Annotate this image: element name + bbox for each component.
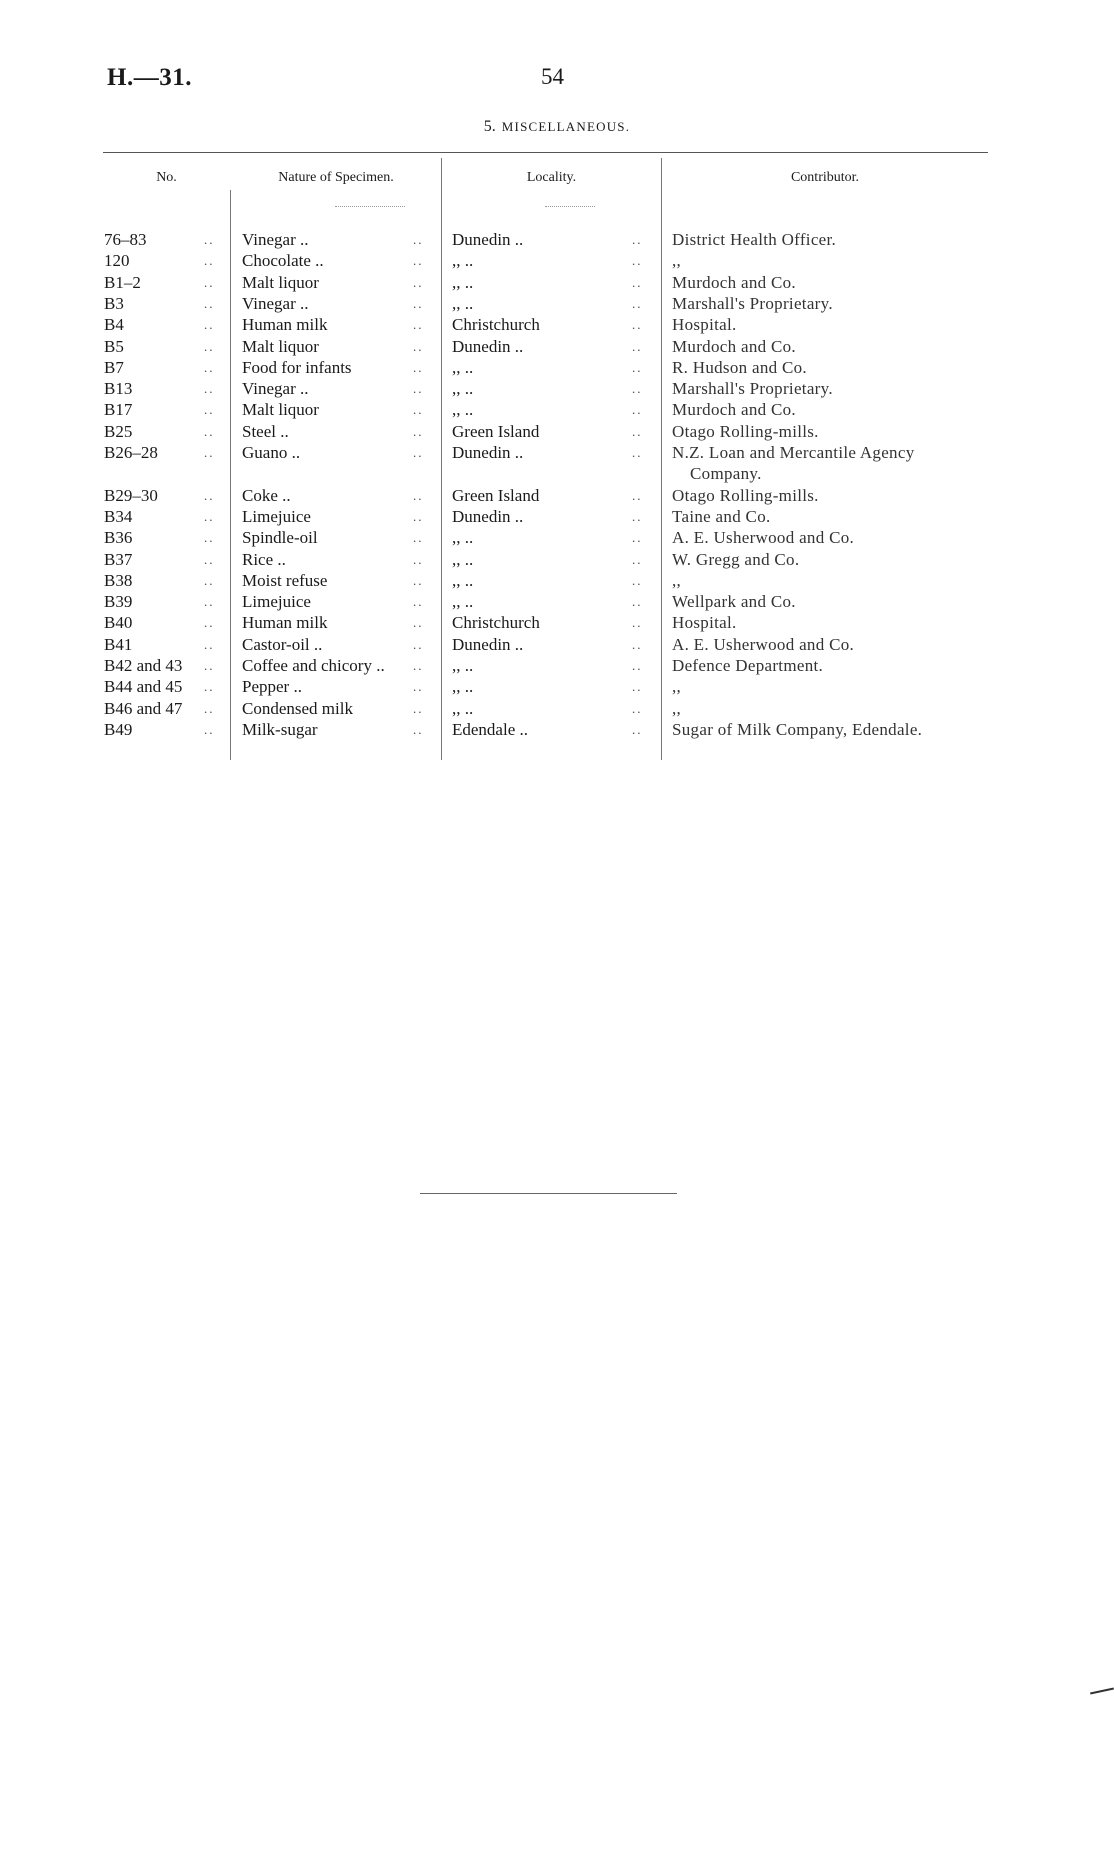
leader-dots: .. [413, 530, 424, 545]
cell-no: B4 [104, 315, 124, 334]
leader-dots: .. [204, 679, 215, 694]
cell-nature: Milk-sugar [242, 720, 318, 739]
leader-dots: .. [413, 573, 424, 588]
cell-contributor: ,, [672, 699, 682, 718]
leader-dots: .. [413, 552, 424, 567]
table-row [0, 421, 1114, 442]
page-number: 54 [541, 64, 564, 89]
cell-no: B36 [104, 528, 133, 547]
cell-nature: Guano .. [242, 443, 301, 462]
leader-dots: .. [204, 402, 215, 417]
cell-nature: Steel .. [242, 422, 289, 441]
table-row [0, 399, 1114, 420]
table-row [0, 591, 1114, 612]
leader-dots: .. [413, 360, 424, 375]
cell-locality: ,, .. [452, 273, 474, 292]
cell-contributor: Hospital. [672, 315, 737, 334]
table-row [0, 634, 1114, 655]
cell-locality: ,, .. [452, 699, 474, 718]
header-rule [335, 206, 405, 207]
cell-no: B17 [104, 400, 133, 419]
leader-dots: .. [632, 232, 643, 247]
leader-dots: .. [413, 637, 424, 652]
table-row [0, 698, 1114, 719]
cell-nature: Limejuice [242, 592, 311, 611]
cell-no: B37 [104, 550, 133, 569]
leader-dots: .. [204, 637, 215, 652]
table-row [0, 485, 1114, 506]
leader-dots: .. [413, 594, 424, 609]
leader-dots: .. [632, 402, 643, 417]
leader-dots: .. [413, 275, 424, 290]
cell-no: B1–2 [104, 273, 141, 292]
section-title-text: MISCELLANEOUS. [501, 119, 631, 134]
table-row [0, 293, 1114, 314]
cell-contributor: Murdoch and Co. [672, 337, 796, 356]
cell-nature: Vinegar .. [242, 294, 309, 313]
leader-dots: .. [413, 317, 424, 332]
cell-locality: Christchurch [452, 315, 540, 334]
leader-dots: .. [632, 339, 643, 354]
cell-contributor: Otago Rolling-mills. [672, 422, 819, 441]
table-row [0, 272, 1114, 293]
cell-contributor: Taine and Co. [672, 507, 771, 526]
cell-contributor: ,, [672, 571, 682, 590]
cell-locality: Dunedin .. [452, 337, 524, 356]
header-rule [545, 206, 595, 207]
cell-nature: Vinegar .. [242, 230, 309, 249]
cell-nature: Spindle-oil [242, 528, 318, 547]
leader-dots: .. [413, 402, 424, 417]
leader-dots: .. [204, 275, 215, 290]
cell-nature: Chocolate .. [242, 251, 324, 270]
document-code: H.—31. [107, 64, 192, 91]
leader-dots: .. [632, 424, 643, 439]
table-row [0, 549, 1114, 570]
cell-no: 76–83 [104, 230, 147, 249]
cell-nature: Pepper .. [242, 677, 302, 696]
column-header-no: No. [156, 170, 177, 185]
leader-dots: .. [204, 615, 215, 630]
table-row [0, 442, 1114, 463]
cell-nature: Food for infants [242, 358, 352, 377]
leader-dots: .. [413, 701, 424, 716]
column-header-locality: Locality. [526, 170, 577, 185]
cell-nature: Human milk [242, 613, 328, 632]
leader-dots: .. [413, 381, 424, 396]
leader-dots: .. [204, 253, 215, 268]
cell-no: B13 [104, 379, 133, 398]
cell-no: B44 and 45 [104, 677, 183, 696]
scan-mark [1090, 1688, 1114, 1695]
table-row [0, 570, 1114, 591]
leader-dots: .. [204, 232, 215, 247]
cell-locality: Dunedin .. [452, 443, 524, 462]
cell-no: B38 [104, 571, 133, 590]
cell-nature: Limejuice [242, 507, 311, 526]
cell-no: B5 [104, 337, 124, 356]
leader-dots: .. [632, 594, 643, 609]
cell-no: B7 [104, 358, 124, 377]
leader-dots: .. [204, 488, 215, 503]
cell-locality: Green Island [452, 486, 540, 505]
cell-no: B34 [104, 507, 133, 526]
leader-dots: .. [204, 339, 215, 354]
leader-dots: .. [204, 296, 215, 311]
leader-dots: .. [632, 488, 643, 503]
cell-nature: Rice .. [242, 550, 286, 569]
leader-dots: .. [632, 317, 643, 332]
cell-locality: ,, .. [452, 528, 474, 547]
cell-no: B26–28 [104, 443, 158, 462]
cell-contributor: ,, [672, 251, 682, 270]
leader-dots: .. [632, 509, 643, 524]
cell-contributor: Sugar of Milk Company, Edendale. [672, 720, 923, 739]
column-header-contributor: Contributor. [790, 170, 860, 185]
cell-no: B49 [104, 720, 133, 739]
leader-dots: .. [413, 424, 424, 439]
column-header-nature: Nature of Specimen. [278, 170, 394, 185]
cell-no: B41 [104, 635, 133, 654]
leader-dots: .. [413, 232, 424, 247]
leader-dots: .. [413, 339, 424, 354]
cell-nature: Malt liquor [242, 273, 319, 292]
cell-locality: Dunedin .. [452, 635, 524, 654]
leader-dots: .. [204, 701, 215, 716]
cell-nature: Malt liquor [242, 400, 319, 419]
cell-contributor: N.Z. Loan and Mercantile Agency [672, 443, 915, 462]
table-top-rule [103, 152, 988, 153]
cell-no: B42 and 43 [104, 656, 183, 675]
cell-contributor: A. E. Usherwood and Co. [672, 528, 855, 547]
cell-contributor: Hospital. [672, 613, 737, 632]
cell-locality: ,, .. [452, 656, 474, 675]
cell-contributor-continuation: Company. [690, 464, 762, 483]
cell-contributor: District Health Officer. [672, 230, 837, 249]
cell-contributor: Marshall's Proprietary. [672, 379, 833, 398]
cell-locality: ,, .. [452, 358, 474, 377]
leader-dots: .. [632, 381, 643, 396]
table-row [0, 336, 1114, 357]
cell-no: B46 and 47 [104, 699, 183, 718]
cell-locality: ,, .. [452, 251, 474, 270]
leader-dots: .. [632, 658, 643, 673]
cell-contributor: Otago Rolling-mills. [672, 486, 819, 505]
cell-locality: ,, .. [452, 400, 474, 419]
cell-nature: Malt liquor [242, 337, 319, 356]
cell-contributor: A. E. Usherwood and Co. [672, 635, 855, 654]
cell-nature: Human milk [242, 315, 328, 334]
table-row [0, 357, 1114, 378]
leader-dots: .. [632, 615, 643, 630]
cell-no: B25 [104, 422, 133, 441]
table-row-continuation [0, 463, 1114, 484]
cell-no: B3 [104, 294, 124, 313]
leader-dots: .. [204, 552, 215, 567]
leader-dots: .. [204, 573, 215, 588]
leader-dots: .. [204, 424, 215, 439]
leader-dots: .. [632, 445, 643, 460]
table-row [0, 655, 1114, 676]
leader-dots: .. [632, 637, 643, 652]
cell-no: B29–30 [104, 486, 158, 505]
cell-locality: ,, .. [452, 294, 474, 313]
table-row [0, 250, 1114, 271]
section-number: 5. [483, 118, 496, 135]
closing-rule [420, 1193, 677, 1194]
cell-contributor: Defence Department. [672, 656, 824, 675]
leader-dots: .. [632, 722, 643, 737]
cell-no: B39 [104, 592, 133, 611]
cell-contributor: ,, [672, 677, 682, 696]
cell-locality: ,, .. [452, 592, 474, 611]
cell-locality: ,, .. [452, 379, 474, 398]
cell-nature: Coke .. [242, 486, 291, 505]
cell-locality: Christchurch [452, 613, 540, 632]
table-row [0, 527, 1114, 548]
leader-dots: .. [413, 445, 424, 460]
leader-dots: .. [632, 530, 643, 545]
cell-no: B40 [104, 613, 133, 632]
leader-dots: .. [413, 615, 424, 630]
table-row [0, 229, 1114, 250]
leader-dots: .. [413, 488, 424, 503]
leader-dots: .. [204, 658, 215, 673]
leader-dots: .. [413, 296, 424, 311]
cell-contributor: Marshall's Proprietary. [672, 294, 833, 313]
leader-dots: .. [204, 509, 215, 524]
leader-dots: .. [204, 360, 215, 375]
leader-dots: .. [632, 701, 643, 716]
cell-locality: Green Island [452, 422, 540, 441]
cell-locality: ,, .. [452, 571, 474, 590]
leader-dots: .. [204, 317, 215, 332]
leader-dots: .. [632, 296, 643, 311]
table-row [0, 719, 1114, 740]
cell-contributor: Murdoch and Co. [672, 273, 796, 292]
cell-nature: Condensed milk [242, 699, 353, 718]
leader-dots: .. [413, 722, 424, 737]
table-row [0, 676, 1114, 697]
cell-no: 120 [104, 251, 130, 270]
leader-dots: .. [632, 679, 643, 694]
cell-locality: Dunedin .. [452, 507, 524, 526]
leader-dots: .. [413, 658, 424, 673]
cell-locality: ,, .. [452, 677, 474, 696]
cell-contributor: W. Gregg and Co. [672, 550, 800, 569]
cell-locality: ,, .. [452, 550, 474, 569]
leader-dots: .. [204, 722, 215, 737]
section-title [0, 118, 1114, 136]
leader-dots: .. [632, 552, 643, 567]
leader-dots: .. [632, 360, 643, 375]
cell-nature: Vinegar .. [242, 379, 309, 398]
leader-dots: .. [632, 573, 643, 588]
cell-contributor: Murdoch and Co. [672, 400, 796, 419]
leader-dots: .. [632, 253, 643, 268]
table-row [0, 506, 1114, 527]
cell-locality: Dunedin .. [452, 230, 524, 249]
table-row [0, 314, 1114, 335]
leader-dots: .. [413, 679, 424, 694]
cell-nature: Moist refuse [242, 571, 328, 590]
table-row [0, 378, 1114, 399]
table-row [0, 612, 1114, 633]
cell-locality: Edendale .. [452, 720, 528, 739]
cell-nature: Castor-oil .. [242, 635, 323, 654]
leader-dots: .. [204, 445, 215, 460]
leader-dots: .. [413, 509, 424, 524]
leader-dots: .. [413, 253, 424, 268]
cell-contributor: Wellpark and Co. [672, 592, 796, 611]
cell-contributor: R. Hudson and Co. [672, 358, 807, 377]
leader-dots: .. [204, 594, 215, 609]
cell-nature: Coffee and chicory .. [242, 656, 385, 675]
leader-dots: .. [204, 530, 215, 545]
leader-dots: .. [632, 275, 643, 290]
leader-dots: .. [204, 381, 215, 396]
